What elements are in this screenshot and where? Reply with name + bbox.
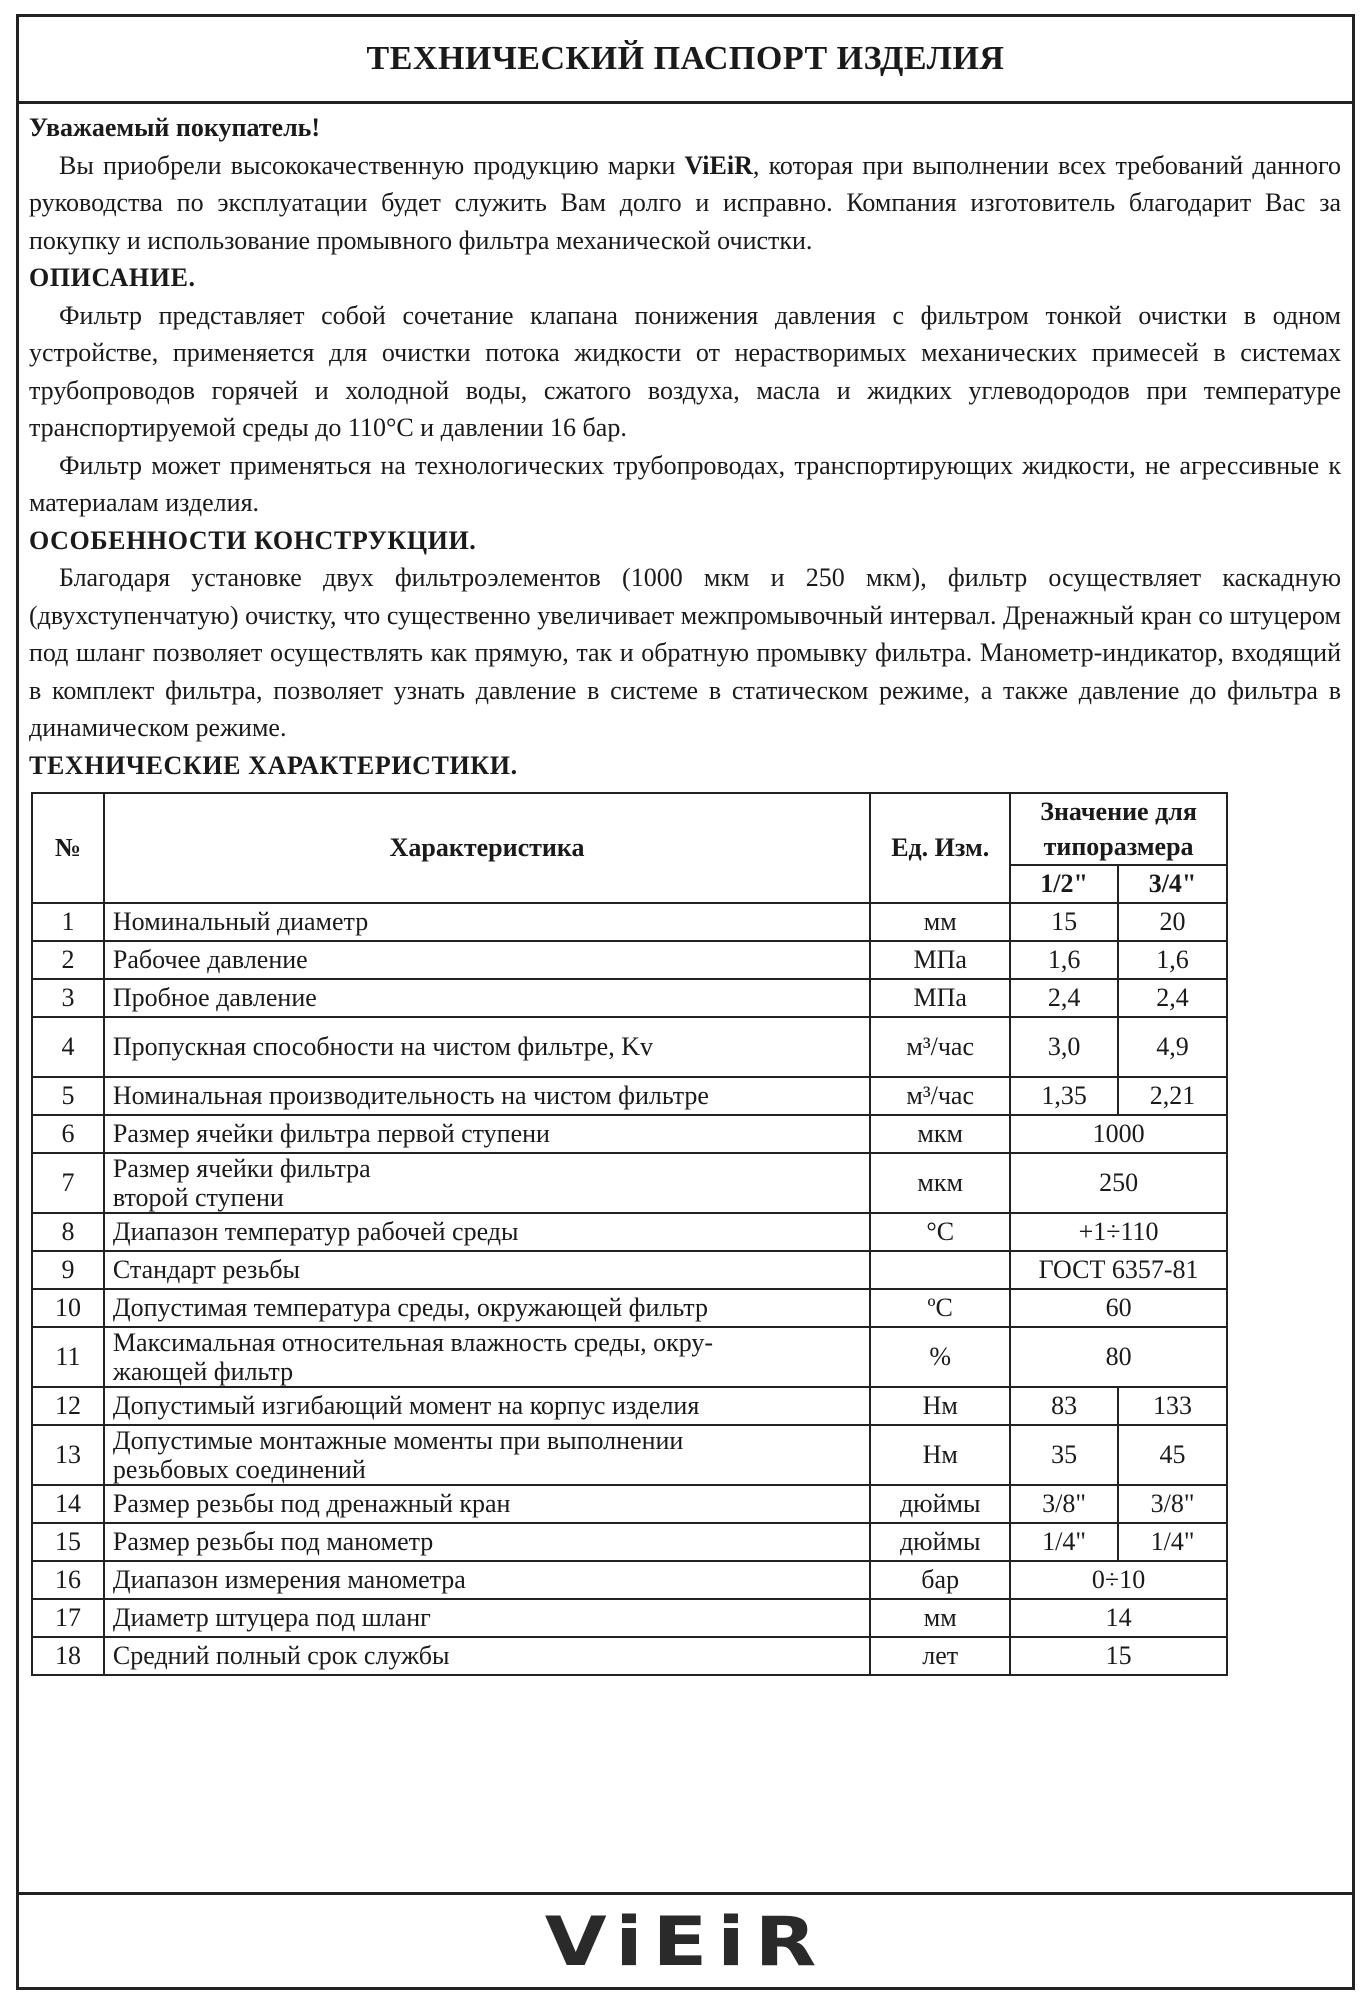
row-number: 4 — [32, 1017, 104, 1077]
row-unit — [870, 1251, 1010, 1289]
intro-brand: ViEiR — [684, 150, 753, 180]
row-unit: ºС — [870, 1289, 1010, 1327]
table-row — [32, 1327, 1227, 1387]
table-row — [32, 1017, 1227, 1077]
row-value: 0÷10 — [1010, 1561, 1227, 1599]
row-number: 1 — [32, 903, 104, 941]
table-row — [32, 1485, 1227, 1523]
row-number: 6 — [32, 1115, 104, 1153]
row-characteristic: Размер ячейки фильтра первой ступени — [104, 1115, 870, 1153]
row-value: ГОСТ 6357-81 — [1010, 1251, 1227, 1289]
specs-heading: ТЕХНИЧЕСКИЕ ХАРАКТЕРИСТИКИ. — [29, 750, 518, 780]
header-size-b: 3/4" — [1118, 865, 1227, 903]
row-value-size-a: 3/8" — [1010, 1485, 1118, 1523]
table-row — [32, 1077, 1227, 1115]
row-number: 15 — [32, 1523, 104, 1561]
row-value: +1÷110 — [1010, 1213, 1227, 1251]
table-row — [32, 1523, 1227, 1561]
description-paragraph-2: Фильтр может применяться на технологических трубопроводах, транспортирующих жидкости, не агрессивные к материалам изделия. — [29, 450, 1341, 517]
row-value-size-a: 1,6 — [1010, 941, 1118, 979]
row-number: 5 — [32, 1077, 104, 1115]
row-value-size-a: 35 — [1010, 1425, 1118, 1485]
table-row — [32, 1213, 1227, 1251]
description-heading: ОПИСАНИЕ. — [29, 263, 196, 292]
row-number: 14 — [32, 1485, 104, 1523]
row-value: 250 — [1010, 1153, 1227, 1213]
row-value-size-b: 1,6 — [1118, 941, 1227, 979]
row-characteristic: Допустимая температура среды, окружающей фильтр — [104, 1289, 870, 1327]
row-value-size-b: 2,21 — [1118, 1077, 1227, 1115]
row-characteristic: Номинальная производительность на чистом фильтре — [104, 1077, 870, 1115]
row-characteristic-line-1: Размер ячейки фильтра — [112, 1154, 371, 1183]
row-unit: Нм — [870, 1425, 1010, 1485]
row-unit: дюймы — [870, 1485, 1010, 1523]
row-characteristic-line-1: Максимальная относительная влажность среды, окру- — [112, 1328, 714, 1357]
row-characteristic — [104, 1153, 870, 1213]
footer — [19, 1892, 1352, 1987]
row-characteristic: Диапазон температур рабочей среды — [104, 1213, 870, 1251]
table-row — [32, 1289, 1227, 1327]
features-paragraph: Благодаря установке двух фильтроэлементов (1000 мкм и 250 мкм), фильтр осуществляет каскадную (двухступенчатую) очистку, что существенно увеличивает межпромывочный интервал. Дренажный кран со штуцером под шланг позволяет осуществлять как прямую, так и обратную промывку фильтра. Манометр-индикатор, входящий в комплект фильтра, позволяет узнать давление в системе в статическом режиме, а также давление до фильтра в динамическом режиме. — [29, 563, 1341, 742]
row-characteristic: Пробное давление — [104, 979, 870, 1017]
row-number: 16 — [32, 1561, 104, 1599]
row-characteristic: Пропускная способности на чистом фильтре, Kv — [104, 1017, 870, 1077]
row-characteristic — [104, 1327, 870, 1387]
row-number: 13 — [32, 1425, 104, 1485]
row-characteristic: Размер резьбы под манометр — [104, 1523, 870, 1561]
table-row — [32, 1637, 1227, 1675]
row-characteristic: Диаметр штуцера под шланг — [104, 1599, 870, 1637]
row-unit: лет — [870, 1637, 1010, 1675]
row-value-size-b: 1/4" — [1118, 1523, 1227, 1561]
header-value: Значение для типоразмера — [1010, 793, 1227, 865]
table-row — [32, 1153, 1227, 1213]
row-value-size-b: 45 — [1118, 1425, 1227, 1485]
header-characteristic: Характеристика — [104, 793, 870, 903]
row-value: 1000 — [1010, 1115, 1227, 1153]
intro-paragraph — [29, 147, 1341, 260]
table-row — [32, 1425, 1227, 1485]
row-characteristic-line-2: жающей фильтр — [112, 1357, 294, 1386]
table-row — [32, 941, 1227, 979]
row-unit: мм — [870, 903, 1010, 941]
row-unit: мм — [870, 1599, 1010, 1637]
specs-table-body — [32, 903, 1227, 1675]
row-characteristic: Стандарт резьбы — [104, 1251, 870, 1289]
row-unit: °С — [870, 1213, 1010, 1251]
row-characteristic: Номинальный диаметр — [104, 903, 870, 941]
row-characteristic: Допустимый изгибающий момент на корпус изделия — [104, 1387, 870, 1425]
row-number: 18 — [32, 1637, 104, 1675]
row-number: 8 — [32, 1213, 104, 1251]
intro-after: , которая при выполнении всех требований данного руководства по эксплуатации будет служить Вам долго и исправно. Компания изготовитель благодарит Вас за покупку и использование промывного фильтра механической очистки. — [29, 150, 1341, 255]
page-title: ТЕХНИЧЕСКИЙ ПАСПОРТ ИЗДЕЛИЯ — [366, 40, 1005, 77]
description-paragraph-1: Фильтр представляет собой сочетание клапана понижения давления с фильтром тонкой очистки в одном устройстве, применяется для очистки потока жидкости от нерастворимых механических примесей в системах трубопроводов горячей и холодной воды, сжатого воздуха, масла и жидких углеводородов при температуре транспортируемой среды до 110°С и давлении 16 бар. — [29, 300, 1341, 442]
table-row — [32, 1251, 1227, 1289]
row-value: 60 — [1010, 1289, 1227, 1327]
row-unit: МПа — [870, 979, 1010, 1017]
table-row — [32, 1561, 1227, 1599]
brand-logo: ViEiR — [544, 1901, 827, 1981]
content — [29, 109, 1341, 784]
row-unit: бар — [870, 1561, 1010, 1599]
row-number: 9 — [32, 1251, 104, 1289]
row-unit: м³/час — [870, 1077, 1010, 1115]
row-characteristic-line-2: резьбовых соединений — [112, 1455, 366, 1484]
header-number: № — [32, 793, 104, 903]
row-value-size-a: 83 — [1010, 1387, 1118, 1425]
row-number: 12 — [32, 1387, 104, 1425]
intro-before: Вы приобрели высококачественную продукцию марки — [59, 150, 685, 180]
row-value-size-a: 2,4 — [1010, 979, 1118, 1017]
row-number: 3 — [32, 979, 104, 1017]
table-row — [32, 1599, 1227, 1637]
row-unit: мкм — [870, 1153, 1010, 1213]
row-number: 7 — [32, 1153, 104, 1213]
row-value-size-b: 20 — [1118, 903, 1227, 941]
table-row — [32, 1387, 1227, 1425]
row-value: 15 — [1010, 1637, 1227, 1675]
row-value-size-a: 3,0 — [1010, 1017, 1118, 1077]
row-characteristic: Диапазон измерения манометра — [104, 1561, 870, 1599]
row-number: 2 — [32, 941, 104, 979]
table-row — [32, 979, 1227, 1017]
row-characteristic: Рабочее давление — [104, 941, 870, 979]
row-value-size-b: 2,4 — [1118, 979, 1227, 1017]
row-number: 17 — [32, 1599, 104, 1637]
row-value-size-a: 15 — [1010, 903, 1118, 941]
row-characteristic — [104, 1425, 870, 1485]
row-unit: м³/час — [870, 1017, 1010, 1077]
table-header-row — [32, 793, 1227, 865]
row-characteristic-line-2: второй ступени — [112, 1183, 284, 1212]
row-unit: МПа — [870, 941, 1010, 979]
row-unit: Нм — [870, 1387, 1010, 1425]
greeting: Уважаемый покупатель! — [29, 113, 321, 142]
row-unit: дюймы — [870, 1523, 1010, 1561]
row-value: 80 — [1010, 1327, 1227, 1387]
row-value-size-a: 1/4" — [1010, 1523, 1118, 1561]
page-frame — [16, 14, 1355, 1990]
row-number: 11 — [32, 1327, 104, 1387]
row-characteristic: Средний полный срок службы — [104, 1637, 870, 1675]
title-box — [19, 17, 1352, 104]
header-size-a: 1/2" — [1010, 865, 1118, 903]
row-characteristic: Размер резьбы под дренажный кран — [104, 1485, 870, 1523]
features-heading: ОСОБЕННОСТИ КОНСТРУКЦИИ. — [29, 525, 477, 555]
row-value-size-b: 133 — [1118, 1387, 1227, 1425]
row-value-size-b: 4,9 — [1118, 1017, 1227, 1077]
table-row — [32, 903, 1227, 941]
row-value-size-a: 1,35 — [1010, 1077, 1118, 1115]
row-value-size-b: 3/8" — [1118, 1485, 1227, 1523]
specs-table — [31, 792, 1228, 1676]
row-number: 10 — [32, 1289, 104, 1327]
row-unit: % — [870, 1327, 1010, 1387]
table-row — [32, 1115, 1227, 1153]
row-value: 14 — [1010, 1599, 1227, 1637]
row-characteristic-line-1: Допустимые монтажные моменты при выполнении — [112, 1426, 684, 1455]
header-unit: Ед. Изм. — [870, 793, 1010, 903]
row-unit: мкм — [870, 1115, 1010, 1153]
